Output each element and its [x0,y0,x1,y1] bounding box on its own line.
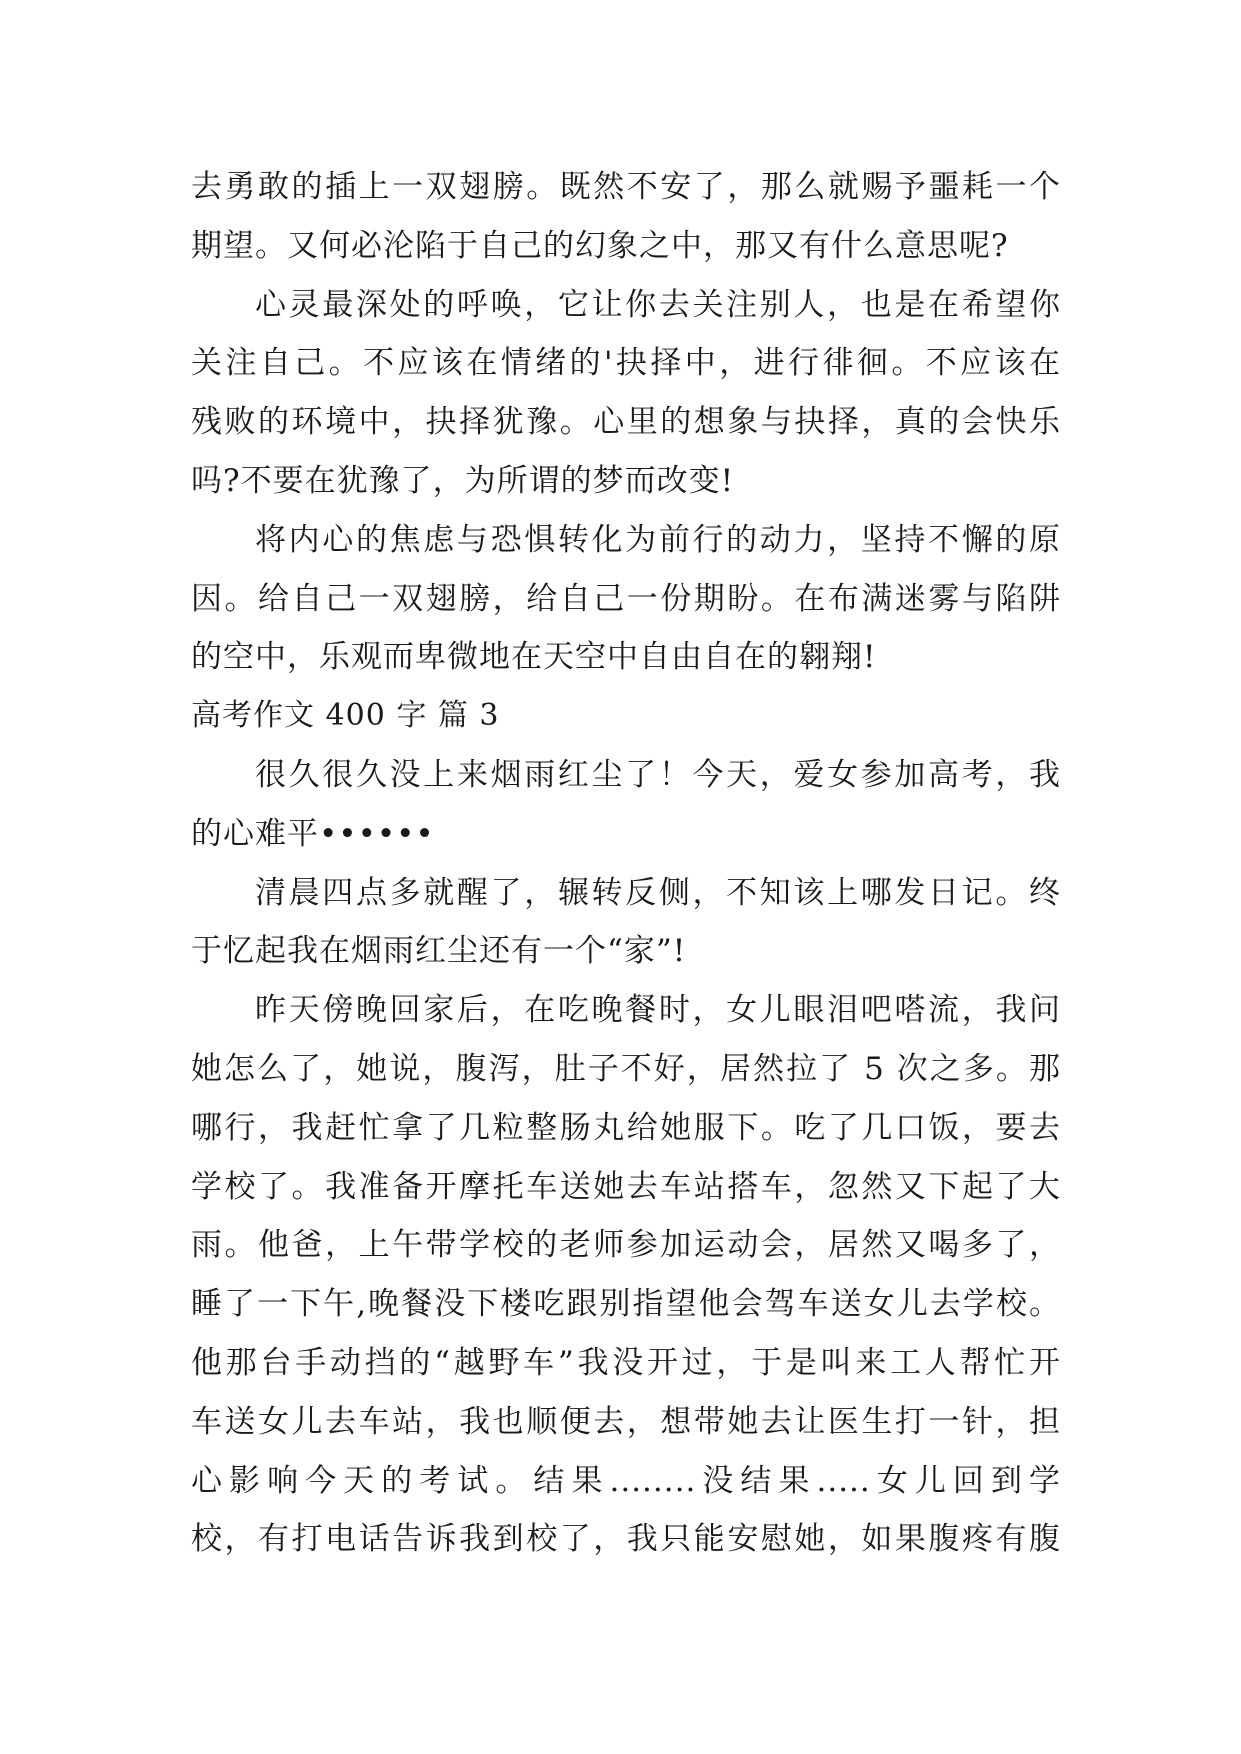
text-line: 车送女儿去车站，我也顺便去，想带她去让医生打一针，担 [191,1403,1061,1440]
text-line: 残败的环境中，抉择犹豫。心里的想象与抉择，真的会快乐 [191,404,1061,441]
paragraph-first-line: 将内心的焦虑与恐惧转化为前行的动力，坚持不懈的原 [255,521,1061,558]
text-line: 去勇敢的插上一双翅膀。既然不安了，那么就赐予噩耗一个 [191,169,1061,205]
paragraph-first-line: 心灵最深处的呼唤，它让你去关注别人，也是在希望你 [255,286,1061,323]
paragraph-first-line: 昨天傍晚回家后，在吃晚餐时，女儿眼泪吧嗒流，我问 [255,992,1061,1029]
text-line: 关注自己。不应该在情绪的'抉择中，进行徘徊。不应该在 [191,345,1061,382]
text-line: 期望。又何必沦陷于自己的幻象之中，那又有什么意思呢? [191,227,1009,264]
paragraph-first-line: 很久很久没上来烟雨红尘了！今天，爱女参加高考，我 [255,756,1061,793]
text-line: 雨。他爸，上午带学校的老师参加运动会，居然又喝多了， [191,1227,1061,1264]
text-line: 她怎么了，她说，腹泻，肚子不好，居然拉了 5 次之多。那 [191,1050,1061,1087]
text-line: 校，有打电话告诉我到校了，我只能安慰她，如果腹疼有腹 [191,1521,1061,1558]
text-line: 因。给自己一双翅膀，给自己一份期盼。在布满迷雾与陷阱 [191,580,1061,617]
text-line: 他那台手动挡的“越野车”我没开过，于是叫来工人帮忙开 [191,1344,1061,1381]
text-line: 于忆起我在烟雨红尘还有一个“家”! [191,933,687,970]
text-line: 哪行，我赶忙拿了几粒整肠丸给她服下。吃了几口饭，要去 [191,1109,1061,1146]
text-line: 的空中，乐观而卑微地在天空中自由自在的翱翔! [191,639,877,676]
text-line: 吗?不要在犹豫了，为所谓的梦而改变! [191,462,735,499]
paragraph-first-line: 清晨四点多就醒了，辗转反侧，不知该上哪发日记。终 [255,874,1061,911]
text-line: 学校了。我准备开摩托车送她去车站搭车，忽然又下起了大 [191,1168,1061,1205]
text-line: 心影响今天的考试。结果........没结果.....女儿回到学 [191,1462,1061,1499]
document-body [191,158,1061,1569]
text-line: 的心难平•••••• [191,815,435,852]
section-heading: 高考作文 400 字 篇 3 [191,698,500,734]
text-line: 睡了一下午,晚餐没下楼吃跟别指望他会驾车送女儿去学校。 [191,1286,1061,1323]
